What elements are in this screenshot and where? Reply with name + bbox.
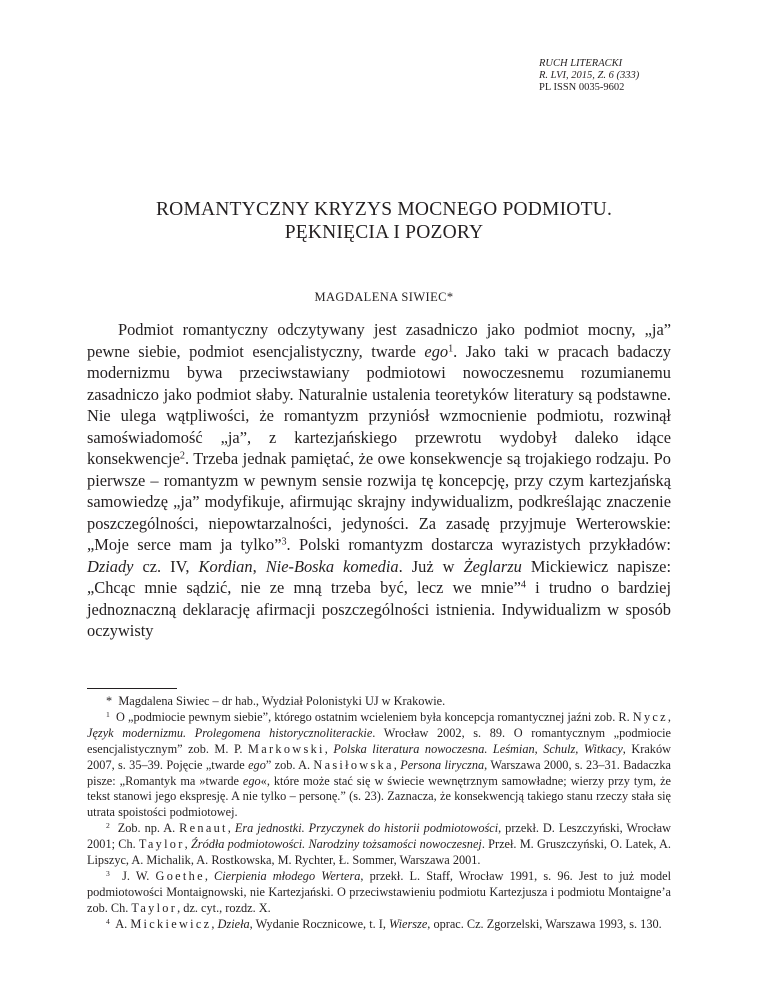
cited-title: Wiersze bbox=[389, 916, 428, 931]
cited-title: Dzieła bbox=[217, 916, 250, 931]
footnote-mark: * bbox=[106, 694, 113, 708]
article-title bbox=[90, 198, 678, 244]
footnote-2 bbox=[87, 821, 671, 869]
italic-term: ego bbox=[424, 341, 449, 361]
cited-author: Mickiewicz bbox=[130, 916, 212, 931]
footnote-text: , bbox=[393, 757, 401, 772]
footnote-text: , bbox=[211, 916, 218, 931]
footnote-text: Zob. np. A. bbox=[117, 821, 180, 836]
body-paragraph bbox=[87, 319, 671, 642]
footnote-text: , przekł. L. Staff, Wrocław 1991, s. 96. Jest to już model podmiotowości Montaignowski, nie Kartezjański. O przeciwstawieniu podmiotu Kartezjusza i podmiotu Montaigne’a zob. Ch. bbox=[87, 868, 672, 915]
footnote-mark: 2 bbox=[106, 821, 110, 831]
footnote-3 bbox=[87, 869, 671, 917]
text-run: . Trzeba jednak pamiętać, że owe konsekwencje są trojakiego rodzaju. Po pierwsze – romantyzm w pewnym sensie rozwija tę koncepcję, przy czym kartezjańską samowiedzę „ja” modyfikuje, afirmując skrajny indywidualizm, podkreślając znaczenie poszczególności, niepowtarzalności, jedyności. Za zasadę przyjmuje Werterowskie: „Moje serce mam ja tylko” bbox=[87, 449, 671, 554]
footnote-text: J. W. bbox=[122, 868, 156, 883]
cited-title: Era jednostki. Przyczynek do historii podmiotowości bbox=[234, 821, 499, 836]
text-run: i trudno o bardziej jednoznaczną deklarację afirmacji poszczególności istnienia. Indywidualizm w sposób oczywisty bbox=[87, 578, 671, 640]
italic-term: ego bbox=[242, 773, 261, 788]
footnote-text: , Kraków 2007, s. 35–39. Pojęcie „twarde bbox=[87, 741, 671, 772]
italic-term: ego bbox=[248, 757, 266, 772]
footnote-text: . Przeł. M. Gruszczyński, O. Latek, A. Lipszyc, A. Michalik, A. Rostkowska, M. Rychter, Ł. Sommer, Warszawa 2001. bbox=[87, 837, 671, 868]
text-run: cz. IV, bbox=[133, 556, 199, 576]
text-run: Podmiot romantyczny odczytywany jest zasadniczo jako podmiot mocny, „ja” pewne siebie, podmiot esencjalistyczny, twarde bbox=[87, 320, 671, 361]
footnotes bbox=[87, 694, 671, 933]
footnote-text: Magdalena Siwiec – dr hab., Wydział Polonistyki UJ w Krakowie. bbox=[118, 694, 446, 708]
cited-title: Źródła podmiotowości. Narodziny tożsamości nowoczesnej bbox=[190, 837, 482, 852]
work-title: Żeglarzu bbox=[463, 556, 522, 576]
footnote-4 bbox=[87, 917, 671, 933]
footnote-ref-1[interactable]: 1 bbox=[448, 342, 454, 354]
footnote-text: , przekł. D. Leszczyński, Wrocław 2001; Ch. bbox=[87, 821, 671, 852]
journal-issn: PL ISSN 0035-9602 bbox=[539, 82, 625, 93]
cited-author: Nycz bbox=[632, 709, 668, 724]
footnote-mark: 4 bbox=[106, 916, 110, 926]
footnote-text: «, które może stać się w świecie wewnętrznym samowładne; wierzy przy tym, że tekst stanowi jego ekspresję. A nie tylko – personę.” (s. 23). Zaznacza, że konsekwencją takiego stanu rzeczy stała się utrata spoistości podmiotowej. bbox=[87, 773, 671, 820]
work-title: Dziady bbox=[87, 556, 134, 576]
cited-author: Goethe bbox=[155, 868, 205, 883]
text-run: Mickiewicz napisze: „Chcąc mnie sądzić, nie ze mną trzeba być, lecz we mnie” bbox=[87, 556, 671, 597]
text-run: . Jako taki w pracach badaczy modernizmu bywa przeciwstawiany podmiotowi nowoczesnemu rozumianemu zasadniczo jako podmiot słaby. Naturalnie ustalenia teoretyków literatury są podstawne. Nie ulega wątpliwości, że romantyzm przyniósł wzmocnienie podmiotu, rozwinął samoświadomość „ja”, z kartezjańskiego przewrotu wydobył daleko idące konsekwencje bbox=[87, 341, 671, 468]
footnote-author bbox=[87, 694, 671, 710]
footnote-text: , bbox=[324, 741, 334, 756]
footnote-ref-4[interactable]: 4 bbox=[520, 579, 526, 591]
text-run: . Polski romantyzm dostarcza wyrazistych przykładów: bbox=[286, 535, 671, 554]
footnote-text: . Wrocław 2002, s. 89. O romantycznym „podmiocie esencjalistycznym” zob. M. P. bbox=[87, 725, 672, 756]
footnote-text: O „podmiocie pewnym siebie”, którego ostatnim wcieleniem była koncepcja romantycznej jaźni zob. R. bbox=[116, 709, 633, 724]
footnote-text: , bbox=[667, 709, 671, 724]
work-title: Nie-Boska komedia bbox=[265, 556, 399, 576]
article-author: MAGDALENA SIWIEC* bbox=[314, 290, 454, 304]
footnote-text: , dz. cyt., rozdz. X. bbox=[177, 900, 271, 915]
footnote-ref-2[interactable]: 2 bbox=[179, 450, 185, 462]
journal-volume: R. LVI, 2015, Z. 6 (333) bbox=[539, 70, 640, 81]
footnote-text: , bbox=[204, 868, 215, 883]
footnote-divider bbox=[87, 688, 177, 689]
cited-author: Renaut bbox=[179, 821, 228, 836]
journal-header bbox=[539, 58, 639, 94]
footnote-mark: 1 bbox=[106, 709, 110, 719]
text-run: , bbox=[252, 556, 266, 576]
footnote-text: , Wydanie Rocznicowe, t. I, bbox=[249, 916, 390, 931]
cited-title: Cierpienia młodego Wertera bbox=[214, 868, 361, 883]
cited-author: Taylor bbox=[131, 900, 178, 915]
footnote-text: , bbox=[227, 821, 235, 836]
footnote-text: , bbox=[184, 837, 191, 852]
cited-title: Język modernizmu. Prolegomena historycznoliterackie bbox=[87, 725, 373, 740]
footnote-text: ” zob. A. bbox=[265, 757, 314, 772]
article-title-line-2: PĘKNIĘCIA I POZORY bbox=[284, 222, 484, 243]
journal-name: RUCH LITERACKI bbox=[539, 58, 623, 69]
footnote-text: , Warszawa 2000, s. 23–31. Badaczka pisze: „Romantyk ma »twarde bbox=[87, 757, 671, 788]
text-run: . Już w bbox=[398, 556, 464, 576]
footnote-text: , oprac. Cz. Zgorzelski, Warszawa 1993, s. 130. bbox=[427, 916, 662, 931]
work-title: Kordian bbox=[198, 556, 253, 576]
cited-title: Persona liryczna bbox=[400, 757, 485, 772]
cited-author: Nasiłowska bbox=[313, 757, 394, 772]
cited-title: Polska literatura nowoczesna. Leśmian, Schulz, Witkacy bbox=[333, 741, 623, 756]
footnote-ref-3[interactable]: 3 bbox=[281, 536, 287, 548]
footnote-1 bbox=[87, 710, 671, 821]
footnote-mark: 3 bbox=[106, 868, 110, 878]
cited-author: Taylor bbox=[138, 837, 185, 852]
footnote-text: A. bbox=[115, 916, 131, 931]
cited-author: Markowski bbox=[248, 741, 325, 756]
article-title-line-1: ROMANTYCZNY KRYZYS MOCNEGO PODMIOTU. bbox=[155, 199, 613, 220]
